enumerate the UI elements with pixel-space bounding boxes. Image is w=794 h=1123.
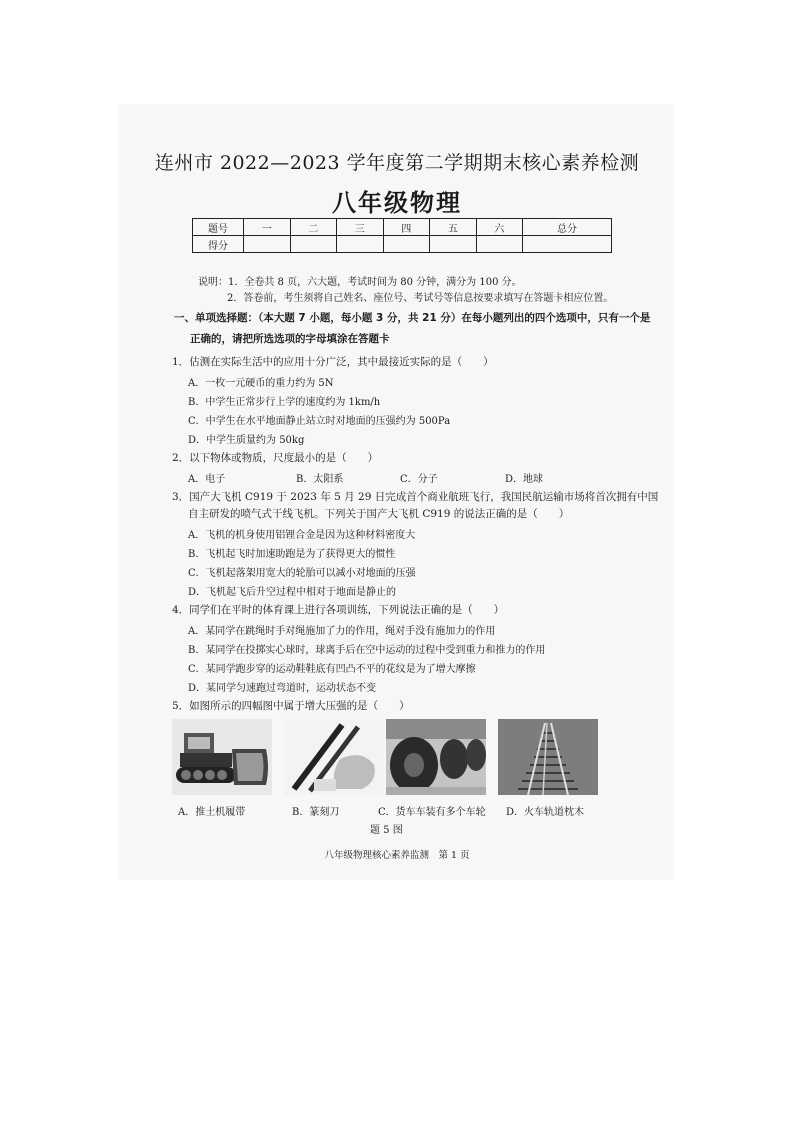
truck-wheel-icon [386, 719, 486, 795]
q3-stem: 3．国产大飞机 C919 于 2023 年 5 月 29 日完成首个商业航班飞行，我国民航运输市场将首次拥有中国 [172, 491, 659, 503]
q4-option-a: A．某同学在跳绳时手对绳施加了力的作用，绳对手没有施加力的作用 [188, 626, 496, 637]
bulldozer-image [172, 719, 272, 795]
q5-caption-c: C．货车车装有多个车轮 [378, 807, 486, 818]
score-input-cell [244, 236, 291, 253]
score-table-header-row [193, 219, 612, 236]
q1-option-c: C．中学生在水平地面静止站立时对地面的压强约为 500Pa [188, 416, 451, 427]
score-input-cell [430, 236, 477, 253]
q4-option-d: D．某同学匀速跑过弯道时，运动状态不变 [188, 683, 377, 694]
score-cell: 一 [244, 219, 291, 236]
q3-stem-cont: 自主研发的喷气式干线飞机。下列关于国产大飞机 C919 的说法正确的是（ ） [188, 508, 570, 520]
score-input-cell [337, 236, 384, 253]
q4-option-c: C．某同学跑步穿的运动鞋鞋底有凹凸不平的花纹是为了增大摩擦 [188, 664, 476, 675]
note-1: 说明：1．全卷共 8 页，六大题，考试时间为 80 分钟，满分为 100 分。 [198, 277, 522, 288]
railway-sleepers-image [498, 719, 598, 795]
q3-option-c: C．飞机起落架用宽大的轮胎可以减小对地面的压强 [188, 568, 416, 579]
q5-figure-label: 题 5 图 [370, 825, 403, 836]
q3-option-d: D．飞机起飞后升空过程中相对于地面是静止的 [188, 587, 397, 598]
subject-title: 八年级物理 [332, 189, 462, 217]
q2-stem: 2．以下物体或物质，尺度最小的是（ ） [172, 452, 379, 464]
q1-option-d: D．中学生质量约为 50kg [188, 435, 305, 446]
score-table [192, 218, 612, 253]
score-cell: 题号 [193, 219, 244, 236]
section-1-heading-cont: 正确的，请把所选选项的字母填涂在答题卡 [190, 333, 390, 345]
q5-caption-a: A．推土机履带 [178, 807, 246, 818]
q5-stem: 5．如图所示的四幅图中属于增大压强的是（ ） [172, 700, 410, 712]
score-input-cell [383, 236, 430, 253]
score-cell: 总分 [523, 219, 612, 236]
q2-option-b: B．太阳系 [296, 474, 344, 485]
score-cell: 三 [337, 219, 384, 236]
carving-knife-image [284, 719, 384, 795]
q3-option-b: B．飞机起飞时加速助跑是为了获得更大的惯性 [188, 549, 396, 560]
note-2: 2．答卷前，考生须将自己姓名、座位号、考试号等信息按要求填写在答题卡相应位置。 [227, 293, 614, 304]
q2-option-a: A．电子 [188, 474, 226, 485]
carving-knife-icon [284, 719, 384, 795]
truck-wheels-image [386, 719, 486, 795]
q2-option-d: D．地球 [505, 474, 544, 485]
bulldozer-icon [172, 719, 272, 795]
q4-option-b: B．某同学在投掷实心球时，球离手后在空中运动的过程中受到重力和推力的作用 [188, 645, 546, 656]
q2-option-c: C．分子 [400, 474, 438, 485]
q4-stem: 4．同学们在平时的体育课上进行各项训练，下列说法正确的是（ ） [172, 604, 505, 616]
score-input-cell [523, 236, 612, 253]
score-cell: 五 [430, 219, 477, 236]
score-input-cell [476, 236, 523, 253]
railway-track-icon [498, 719, 598, 795]
q1-option-b: B．中学生正常步行上学的速度约为 1km/h [188, 397, 381, 408]
score-cell: 二 [290, 219, 337, 236]
section-1-heading: 一、单项选择题：（本大题 7 小题，每小题 3 分，共 21 分）在每小题列出的四个选项中，只有一个是 [174, 312, 651, 324]
score-cell: 得分 [193, 236, 244, 253]
page-footer: 八年级物理核心素养监测 第 1 页 [324, 850, 470, 861]
score-table-score-row [193, 236, 612, 253]
q1-stem: 1．估测在实际生活中的应用十分广泛，其中最接近实际的是（ ） [172, 356, 494, 368]
q1-option-a: A．一枚一元硬币的重力约为 5N [188, 378, 334, 389]
score-cell: 六 [476, 219, 523, 236]
q5-caption-b: B．篆刻刀 [292, 807, 340, 818]
q5-caption-d: D．火车轨道枕木 [506, 807, 585, 818]
exam-title: 连州市 2022—2023 学年度第二学期期末核心素养检测 [154, 152, 640, 174]
score-cell: 四 [383, 219, 430, 236]
q3-option-a: A．飞机的机身使用铝锂合金是因为这种材料密度大 [188, 530, 416, 541]
score-input-cell [290, 236, 337, 253]
